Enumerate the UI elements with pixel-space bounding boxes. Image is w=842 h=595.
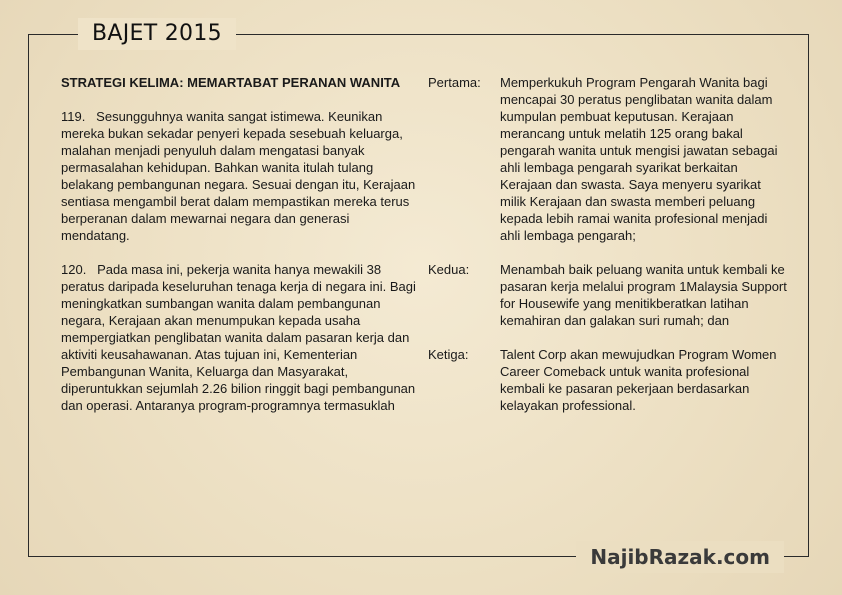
item-label: Kedua:: [428, 262, 470, 277]
list-item-ketiga: [428, 346, 788, 414]
item-label: Ketiga:: [428, 347, 469, 362]
list-item-pertama: [428, 74, 788, 244]
item-text: Talent Corp akan mewujudkan Program Women Career Comeback untuk wanita profesional kembali ke pasaran pekerjaan berdasarkan kelayakan professional.: [500, 347, 777, 413]
item-text: Memperkukuh Program Pengarah Wanita bagi mencapai 30 peratus penglibatan wanita dalam kumpulan pembuat keputusan. Kerajaan merancang untuk melatih 125 orang bakal pengarah wanita untuk mengisi jawatan sebagai ahli lembaga pengarah syarikat berkaitan Kerajaan dan swasta. Saya menyeru syarikat milik Kerajaan dan swasta memberi peluang kepada lebih ramai wanita profesional menjadi ahli lembaga pengarah;: [500, 75, 778, 243]
paragraph-120: 120. Pada masa ini, pekerja wanita hanya mewakili 38 peratus daripada keseluruhan tenaga kerja di negara ini. Bagi meningkatkan sumbangan wanita dalam pembangunan negara, Kerajaan akan menumpukan kepada usaha mempergiatkan penglibatan wanita dalam pasaran kerja dan aktiviti keusahawanan. Atas tujuan ini, Kementerian Pembangunan Wanita, Keluarga dan Masyarakat, diperuntukkan sejumlah 2.26 bilion ringgit bagi pembangunan dan operasi. Antaranya program-programnya termasuklah: [61, 262, 416, 413]
section-heading: STRATEGI KELIMA: MEMARTABAT PERANAN WANITA: [61, 75, 401, 90]
right-column: [428, 74, 788, 431]
item-label: Pertama:: [428, 75, 481, 90]
page-title: BAJET 2015: [78, 18, 236, 50]
brand-watermark: NajibRazak.com: [576, 541, 784, 573]
item-text: Menambah baik peluang wanita untuk kembali ke pasaran kerja melalui program 1Malaysia Support for Housewife yang menitikberatkan latihan kemahiran dan galakan suri rumah; dan: [500, 262, 787, 328]
left-column: [61, 74, 417, 431]
paragraph-119: 119. Sesungguhnya wanita sangat istimewa. Keunikan mereka bukan sekadar penyeri kepada sesebuah keluarga, malahan menjadi penyuluh dalam mengatasi banyak permasalahan kehidupan. Bahkan wanita itulah tulang belakang pembangunan negara. Sesuai dengan itu, Kerajaan sentiasa mengambil berat dalam mempastikan mereka terus berperanan dalam mewarnai negara dan generasi mendatang.: [61, 109, 416, 243]
list-item-kedua: [428, 261, 788, 329]
